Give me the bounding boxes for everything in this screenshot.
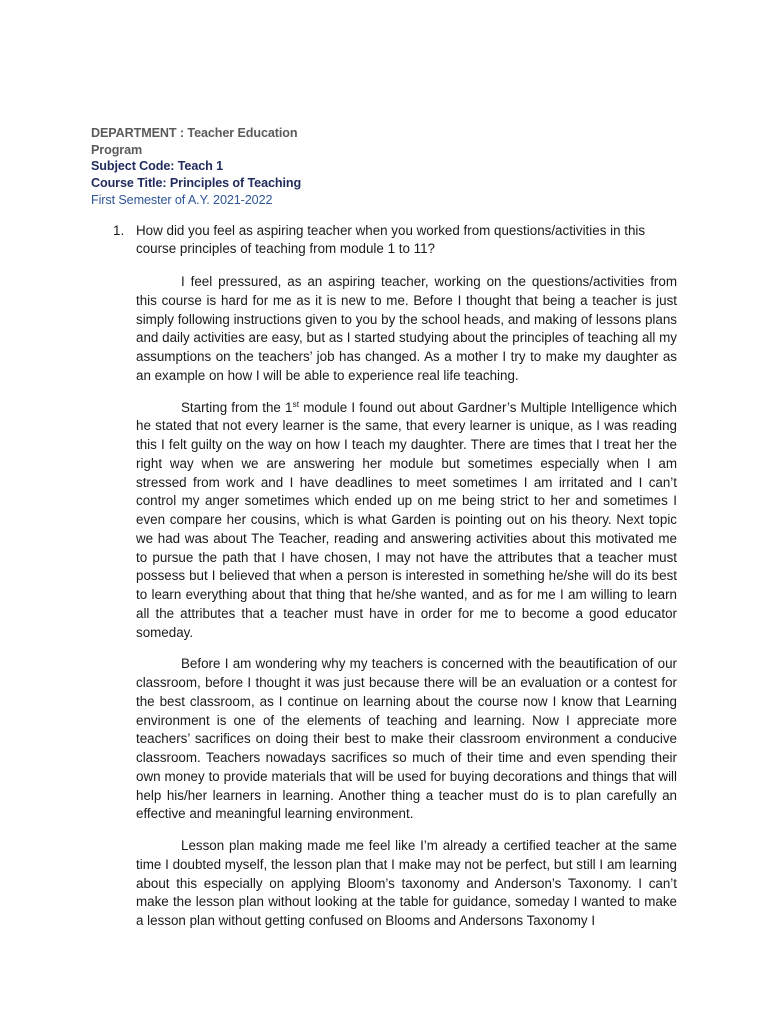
answer-body xyxy=(136,273,677,944)
question-text: How did you feel as aspiring teacher when you worked from questions/activities in this course principles of teaching from module 1 to 11? xyxy=(136,223,646,257)
department-line: DEPARTMENT : Teacher Education Program xyxy=(91,126,298,157)
answer-paragraph-4: Lesson plan making made me feel like I’m already a certified teacher at the same time I doubted myself, the lesson plan that I make may not be perfect, but still I am learning about this especially on applying Bloom’s taxonomy and Anderson’s Taxonomy. I can’t make the lesson plan without looking at the table for guidance, someday I wanted to make a lesson plan without getting confused on Blooms and Andersons Taxonomy I xyxy=(136,838,677,928)
question-number: 1. xyxy=(113,223,125,238)
answer-paragraph-3: Before I am wondering why my teachers is concerned with the beautification of our classroom, before I thought it was just because there will be an evaluation or a contest for the best classroom, as I continue on learning about the course now I know that Learning environment is one of the elements of teaching and learning. Now I appreciate more teachers’ sacrifices on doing their best to make their classroom environment a conducive classroom. Teachers nowadays sacrifices so much of their time and even spending their own money to provide materials that will be used for buying decorations and things that will help his/her learners in learning. Another thing a teacher must do is to plan carefully an effective and meaningful learning environment. xyxy=(136,656,677,822)
semester-line: First Semester of A.Y. 2021-2022 xyxy=(91,192,273,207)
answer-paragraph-1: I feel pressured, as an aspiring teacher, working on the questions/activities from this course is hard for me as it is new to me. Before I thought that being a teacher is just simply following instructions given to you by the school heads, and making of lessons plans and daily activities are easy, but as I started studying about the principles of teaching all my assumptions on the teachers’ job has changed. As a mother I try to make my daughter as an example on how I will be able to experience real life teaching. xyxy=(136,274,677,383)
subject-code-line: Subject Code: Teach 1 xyxy=(91,159,224,174)
paragraph-2-start: Starting from the 1 xyxy=(181,399,293,415)
question-item xyxy=(113,222,673,258)
paragraph-2-rest: module I found out about Gardner’s Multiple Intelligence which he stated that not every learner is the same, that every learner is unique, as I was reading this I felt guilty on the way on how I teach my daughter. There are times that I treat her the right way when we are answering her module but sometimes especially when I am stressed from work and I have deadlines to meet sometimes I am irritated and I can’t control my anger sometimes which ended up on me being strict to her and sometimes I even compare her cousins, which is what Garden is pointing out on his theory. Next topic we had was about The Teacher, reading and answering activities about this motivated me to pursue the path that I have chosen, I may not have the attributes that a teacher must possess but I believed that when a person is interested in something he/she will do its best to learn everything about that thing that he/she wanted, and as for me I am willing to learn all the attributes that a teacher must have in order for me to become a good educator someday. xyxy=(136,399,677,640)
course-title-line: Course Title: Principles of Teaching xyxy=(91,176,302,191)
document-header xyxy=(91,125,331,209)
ordinal-superscript: st xyxy=(292,398,300,409)
answer-paragraph-2 xyxy=(136,399,677,643)
